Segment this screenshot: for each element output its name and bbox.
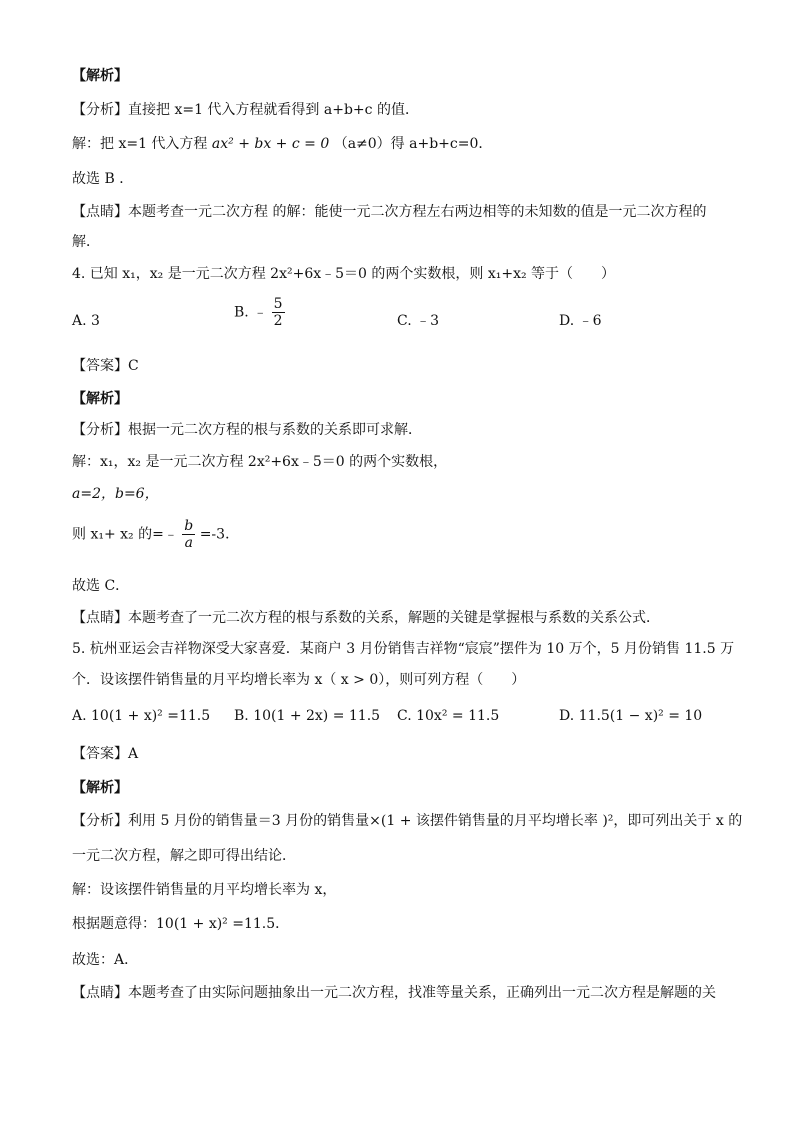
analysis-5-line-2: 一元二次方程，解之即可得出结论．: [72, 848, 296, 864]
q4-option-b: [234, 296, 285, 329]
question-4: 4. 已知 x₁，x₂ 是一元二次方程 2x²+6x﹣5＝0 的两个实数根，则 x₁+x₂ 等于（ ）: [72, 266, 616, 282]
choice-5: 故选：A．: [72, 952, 139, 968]
dianjing-line-1: 【点睛】本题考查一元二次方程 的解：能使一元二次方程左右两边相等的未知数的值是一元二次方程的: [72, 204, 707, 220]
analysis-line: 【分析】直接把 x=1 代入方程就看得到 a+b+c 的值．: [72, 102, 419, 118]
solution-4-pre: 则 x₁+ x₂ 的=﹣: [72, 526, 178, 543]
question-5-line-1: 5. 杭州亚运会吉祥物深受大家喜爱．某商户 3 月份销售吉祥物“宸宸”摆件为 10 万个，5 月份销售 11.5 万: [72, 641, 735, 657]
dianjing-5: 【点睛】本题考查了由实际问题抽象出一元二次方程，找准等量关系，正确列出一元二次方程是解题的关: [72, 985, 716, 1001]
solution-4-line-2: a=2，b=6，: [72, 486, 159, 502]
solution-text-post: （a≠0）得 a+b+c=0．: [333, 136, 493, 152]
solution-4-post: =-3．: [199, 526, 240, 543]
choice-4: 故选 C．: [72, 578, 130, 594]
section-jiexi-4: 【解析】: [72, 391, 128, 407]
analysis-5-line-1: 【分析】利用 5 月份的销售量＝3 月份的销售量×(1 + 该摆件销售量的月平均增长率 )²，即可列出关于 x 的: [72, 813, 743, 829]
solution-5-line-2: 根据题意得：10(1 + x)² =11.5．: [72, 916, 290, 932]
solution-4-line-1: 解：x₁，x₂ 是一元二次方程 2x²+6x﹣5＝0 的两个实数根，: [72, 454, 448, 470]
question-5-line-2: 个．设该摆件销售量的月平均增长率为 x（ x > 0），则可列方程（ ）: [72, 672, 526, 688]
solution-5-line-1: 解：设该摆件销售量的月平均增长率为 x，: [72, 882, 337, 898]
solution-line: [72, 134, 492, 154]
q4-option-b-label: B. ﹣: [234, 304, 268, 321]
q4-option-d: D. ﹣6: [559, 313, 602, 329]
q5-option-b: B. 10(1 + 2x) = 11.5: [234, 708, 381, 724]
section-jiexi: 【解析】: [72, 68, 128, 84]
fraction-denominator: 2: [273, 313, 283, 329]
q5-option-a: A. 10(1 + x)² =11.5: [72, 708, 211, 724]
dianjing-line-2: 解．: [72, 234, 100, 250]
equation-general: ax² + bx + c = 0: [211, 136, 330, 152]
q4-option-a: A. 3: [72, 313, 100, 329]
q4-option-c: C. ﹣3: [397, 313, 440, 329]
solution-text-pre: 解：把 x=1 代入方程: [72, 136, 208, 152]
solution-4-line-3: [72, 518, 239, 551]
answer-5: 【答案】A: [72, 746, 139, 762]
q5-option-c: C. 10x² = 11.5: [397, 708, 500, 724]
analysis-4: 【分析】根据一元二次方程的根与系数的关系即可求解．: [72, 422, 422, 438]
fraction-numerator-b: b: [184, 518, 194, 534]
answer-4: 【答案】C: [72, 358, 139, 374]
section-jiexi-5: 【解析】: [72, 780, 128, 796]
fraction-five-halves: [272, 296, 285, 329]
fraction-denominator-a: a: [182, 534, 195, 551]
dianjing-4: 【点睛】本题考查了一元二次方程的根与系数的关系，解题的关键是掌握根与系数的关系公式．: [72, 610, 660, 626]
fraction-b-over-a: [182, 518, 195, 551]
choice-line: 故选 B ．: [72, 171, 134, 187]
fraction-numerator: 5: [273, 296, 283, 312]
q5-option-d: D. 11.5(1 − x)² = 10: [559, 708, 703, 724]
